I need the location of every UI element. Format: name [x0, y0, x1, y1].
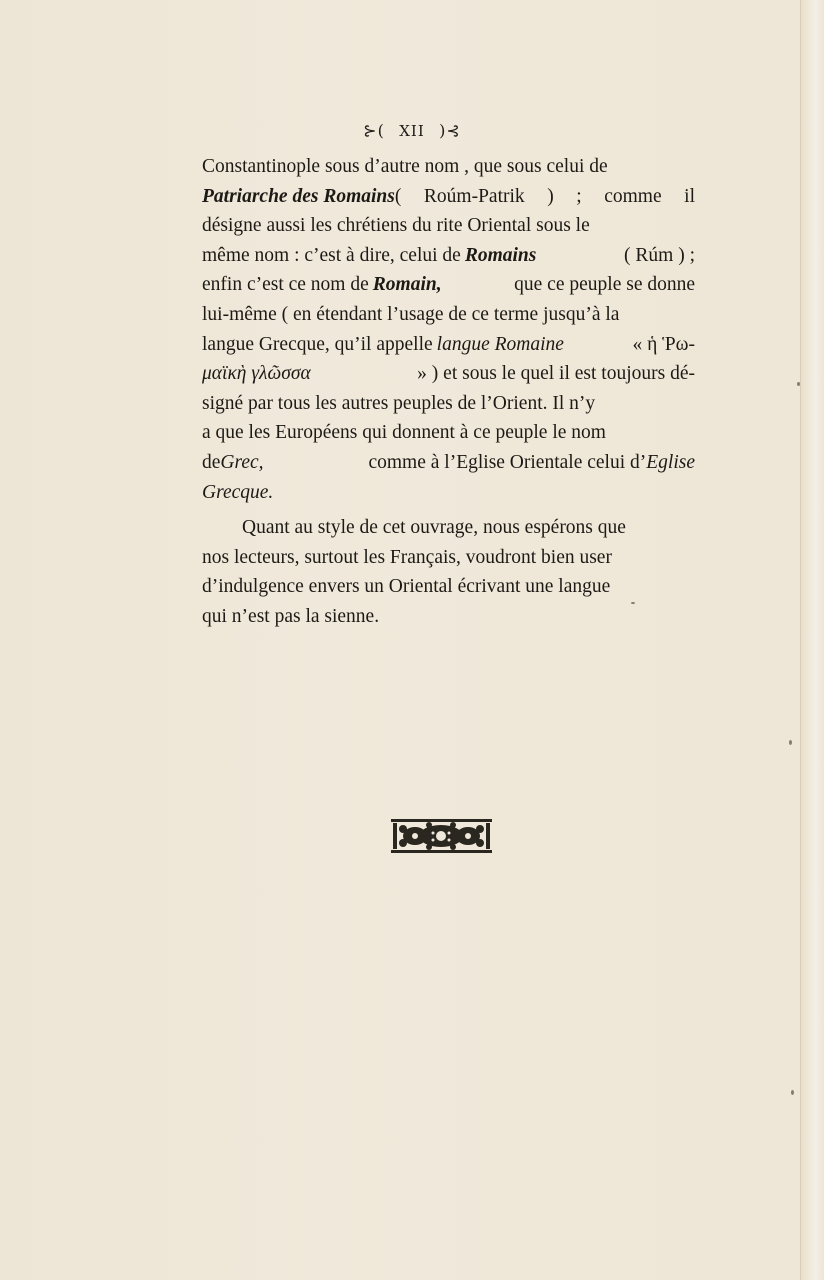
greek-phrase: μαϊκὴ γλῶσσα — [202, 363, 311, 385]
text-line: d’indulgence envers un Oriental écrivant une langue — [202, 576, 611, 598]
ornament-left-icon: ⊱( — [363, 121, 385, 140]
italic-phrase: Eglise — [646, 451, 695, 473]
speck — [789, 740, 792, 745]
text-line: Constantinople sous d’autre nom , que sous celui de — [202, 156, 608, 177]
text-line: μαϊκὴ γλῶσσα » ) et sous le quel il est toujours dé- — [202, 359, 695, 389]
italic-phrase: Romains — [464, 244, 537, 266]
body-text — [202, 152, 695, 632]
speck — [791, 1090, 794, 1095]
text-line: enfin c’est ce nom de Romain, que ce peuple se donne — [202, 270, 695, 300]
text-line: de Grec, comme à l’Eglise Orientale celui d’ Eglise — [202, 448, 695, 478]
text-line: qui n’est pas la sienne. — [202, 605, 380, 627]
ornament-right-icon: )⊰ — [439, 121, 461, 140]
text-line: Patriarche des Romains ( Roúm-Patrik ) ; comme il — [202, 182, 695, 212]
text-line: désigne aussi les chrétiens du rite Oriental sous le — [202, 215, 590, 237]
page-number: XII — [399, 122, 425, 140]
speck — [631, 602, 635, 604]
italic-phrase: langue Romaine — [436, 333, 564, 355]
text-line: signé par tous les autres peuples de l’Orient. Il n’y — [202, 392, 596, 414]
text-line: langue Grecque, qu’il appelle langue Romaine « ἡ Ῥω- — [202, 330, 695, 360]
italic-phrase: Grecque. — [202, 481, 274, 503]
text-line: nos lecteurs, surtout les Français, voudront bien user — [202, 546, 612, 568]
page-edge — [800, 0, 824, 1280]
text-line: a que les Européens qui donnent à ce peuple le nom — [202, 422, 606, 444]
italic-phrase: Patriarche des Romains — [202, 185, 395, 207]
italic-phrase: Grec, — [220, 451, 264, 473]
fleuron-ornament-icon — [391, 815, 492, 857]
text-line: même nom : c’est à dire, celui de Romains ( Rúm ) ; — [202, 241, 695, 271]
text-line: Quant au style de cet ouvrage, nous espérons que — [242, 517, 626, 539]
text-line — [202, 478, 695, 508]
text-line: lui-même ( en étendant l’usage de ce terme jusqu’à la — [202, 303, 620, 325]
running-head — [0, 121, 824, 141]
italic-phrase: Romain, — [372, 274, 442, 296]
